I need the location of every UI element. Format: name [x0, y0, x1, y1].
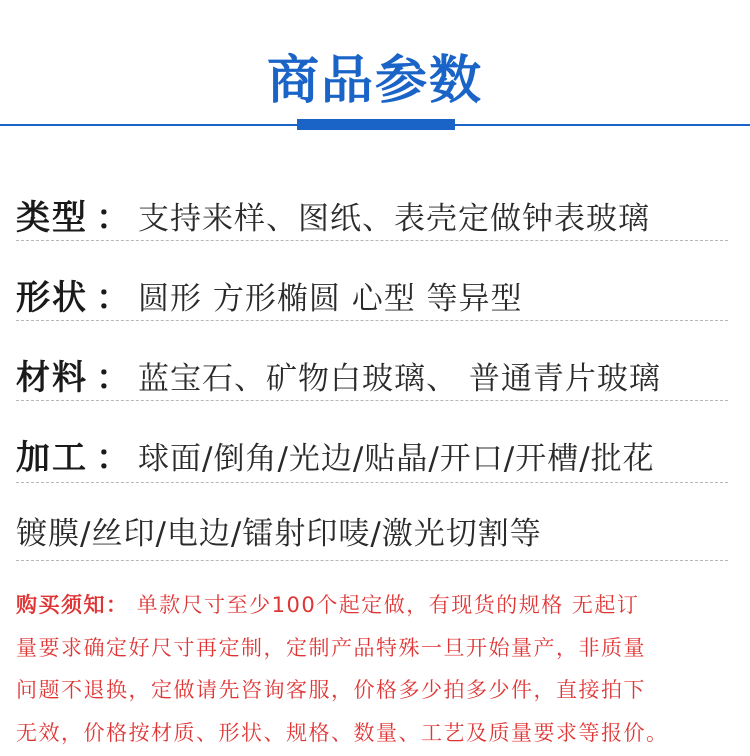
param-value: 支持来样、图纸、表壳定做钟表玻璃	[138, 201, 650, 237]
title-accent-bar	[297, 119, 455, 130]
param-colon: ：	[96, 198, 130, 238]
divider	[16, 400, 728, 401]
notice-label: 购买须知：	[16, 593, 129, 617]
param-value: 球面/倒角/光边/贴晶/开口/开槽/批花	[138, 441, 655, 477]
param-label: 加工	[16, 438, 88, 478]
param-row-processing	[16, 430, 655, 479]
notice-line	[16, 584, 736, 627]
notice-text: 单款尺寸至少100个起定做，有现货的规格 无起订	[128, 593, 640, 617]
notice-line: 问题不退换，定做请先咨询客服，价格多少拍多少件，直接拍下	[16, 678, 646, 702]
param-colon: ：	[96, 438, 130, 478]
notice-line: 量要求确定好尺寸再定制，定制产品特殊一旦开始量产，非质量	[16, 635, 646, 660]
param-row-material	[16, 350, 661, 399]
divider	[16, 482, 728, 483]
param-value: 蓝宝石、矿物白玻璃、 普通青片玻璃	[138, 361, 661, 397]
param-value: 圆形 方形椭圆 心型 等异型	[138, 281, 523, 317]
divider	[16, 560, 728, 561]
purchase-notice	[16, 584, 736, 754]
notice-line: 无效，价格按材质、形状、规格、数量、工艺及质量要求等报价。	[16, 720, 669, 745]
param-label: 材料	[16, 358, 88, 398]
page-title: 商品参数	[266, 51, 483, 111]
param-label: 形状	[16, 278, 88, 318]
divider	[16, 320, 728, 321]
param-label: 类型	[16, 198, 88, 238]
param-row-type	[16, 190, 650, 239]
param-processing-continuation: 镀膜/丝印/电边/镭射印唛/激光切割等	[16, 516, 542, 552]
divider	[16, 240, 728, 241]
param-colon: ：	[96, 358, 130, 398]
param-row-shape	[16, 270, 523, 319]
param-colon: ：	[96, 278, 130, 318]
